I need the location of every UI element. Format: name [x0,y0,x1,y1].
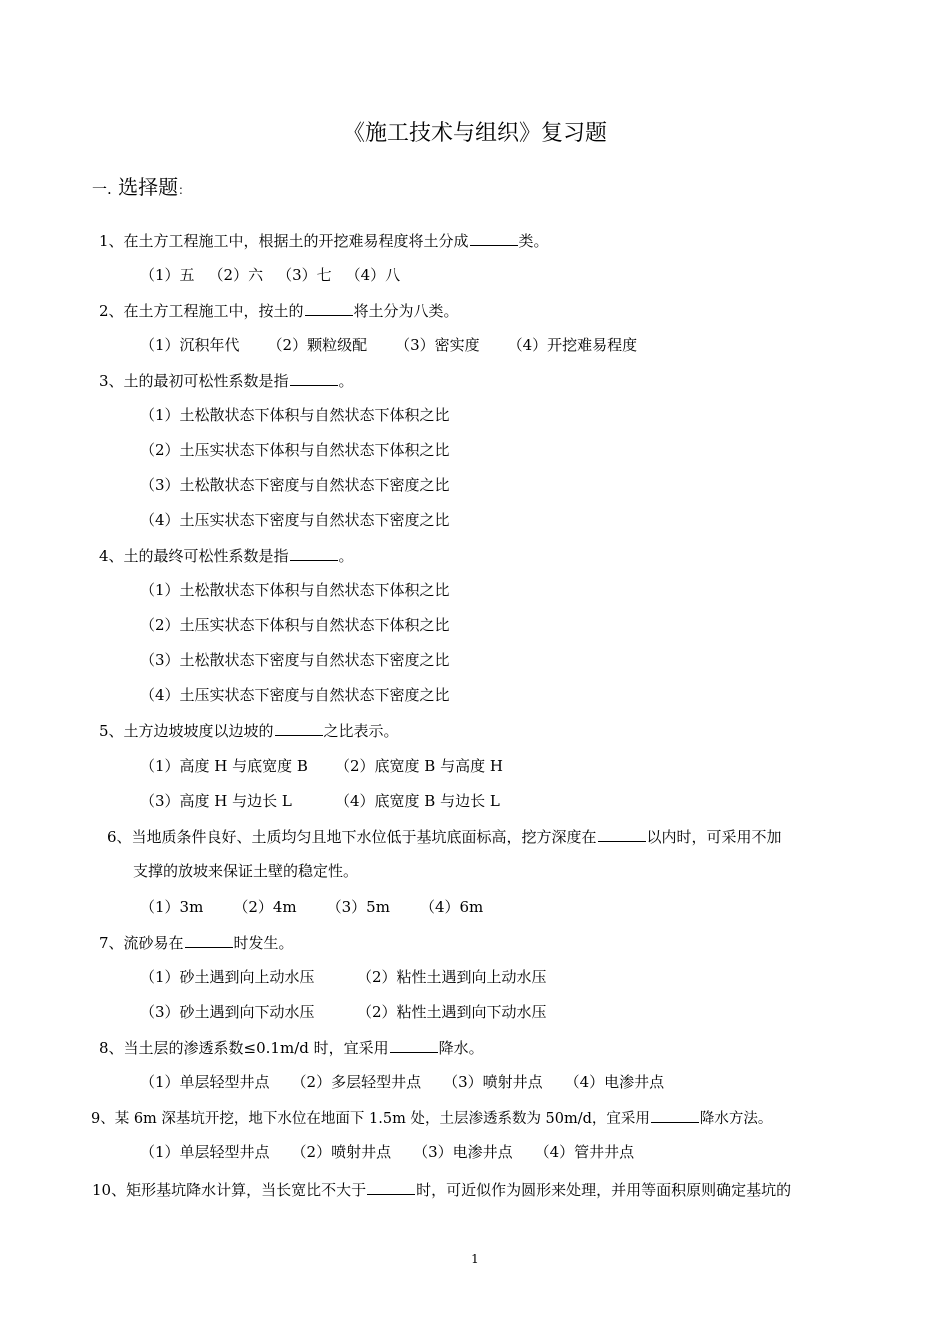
option: （3）5m [326,898,390,916]
page-title: 《施工技术与组织》复习题 [342,121,607,146]
question-4: 4、土的最终可松性系数是指 。 [99,544,354,567]
option: （3）土松散状态下密度与自然状态下密度之比 [140,651,450,669]
question-2: 2、在土方工程施工中，按土的 将土分为八类。 [99,299,459,322]
question-6-options [140,896,483,918]
option: （2）粘性土遇到向上动水压 [357,968,547,986]
option: （2）底宽度 B 与高度 H [335,757,503,775]
question-9: 9、某 6m 深基坑开挖，地下水位在地面下 1.5m 处，土层渗透系数为 50m/d，宜采用 降水方法。 [91,1106,772,1130]
option: （2）土压实状态下体积与自然状态下体积之比 [140,616,450,634]
answer-blank [290,369,338,386]
option: （2）六 [208,266,264,284]
answer-blank [470,229,518,246]
option: （4）八 [345,266,401,284]
option: （3）电渗井点 [413,1143,513,1161]
option: （3）砂土遇到向下动水压 [140,1003,315,1021]
answer-blank [290,544,338,561]
question-2-options [140,334,637,356]
option: （2）多层轻型井点 [291,1073,422,1091]
page-number: 1 [471,1252,479,1266]
option: （1）五 [140,266,195,284]
question-6: 6、当地质条件良好、土质均匀且地下水位低于基坑底面标高，挖方深度在 以内时，可采用不加 [107,825,782,848]
option: （1）3m [140,898,204,916]
question-8-options [140,1071,664,1093]
option: （1）砂土遇到向上动水压 [140,968,315,986]
answer-blank [275,719,323,736]
question-5: 5、土方边坡坡度以边坡的 之比表示。 [99,719,399,742]
option: （1）土松散状态下体积与自然状态下体积之比 [140,406,450,424]
answer-blank [305,299,353,316]
answer-blank [390,1036,438,1053]
question-7: 7、流砂易在 时发生。 [99,931,294,954]
option: （1）沉积年代 [140,336,240,354]
question-1: 1、在土方工程施工中，根据土的开挖难易程度将土分成 类。 [99,229,549,252]
answer-blank [598,825,646,842]
option: （4）6m [419,898,484,916]
option: （4）开挖难易程度 [507,336,638,354]
option: （4）底宽度 B 与边长 L [335,792,500,810]
option: （4）电渗井点 [564,1073,665,1091]
question-6-continuation: 支撑的放坡来保证土壁的稳定性。 [133,862,359,880]
answer-blank [367,1178,415,1195]
option: （3）密实度 [395,336,480,354]
question-8: 8、当土层的渗透系数≤0.1m/d 时，宜采用 降水。 [99,1036,484,1059]
answer-blank [651,1106,699,1123]
option: （3）七 [277,266,332,284]
question-1-options [140,264,400,286]
option: （2）颗粒级配 [267,336,368,354]
answer-blank [185,931,233,948]
option: （2）喷射井点 [291,1143,392,1161]
option: （3）土松散状态下密度与自然状态下密度之比 [140,476,450,494]
option: （4）土压实状态下密度与自然状态下密度之比 [140,511,450,529]
section-colon: ： [178,183,191,197]
section-heading [92,172,190,205]
option: （3）高度 H 与边长 L [140,792,292,810]
option: （1）土松散状态下体积与自然状态下体积之比 [140,581,450,599]
option: （1）高度 H 与底宽度 B [140,757,308,775]
option: （2）4m [233,898,297,916]
option: （1）单层轻型井点 [140,1143,270,1161]
question-9-options [140,1141,634,1163]
section-label: 选择题 [118,175,179,199]
option: （2）粘性土遇到向下动水压 [357,1003,547,1021]
option: （1）单层轻型井点 [140,1073,270,1091]
option: （4）土压实状态下密度与自然状态下密度之比 [140,686,450,704]
question-3: 3、土的最初可松性系数是指 。 [99,369,354,392]
option: （3）喷射井点 [443,1073,543,1091]
option: （4）管井井点 [534,1143,635,1161]
option: （2）土压实状态下体积与自然状态下体积之比 [140,441,450,459]
question-10: 10、矩形基坑降水计算，当长宽比不大于 时，可近似作为圆形来处理，并用等面积原则确定基坑的 [92,1178,791,1201]
section-number: 一. [92,180,112,198]
